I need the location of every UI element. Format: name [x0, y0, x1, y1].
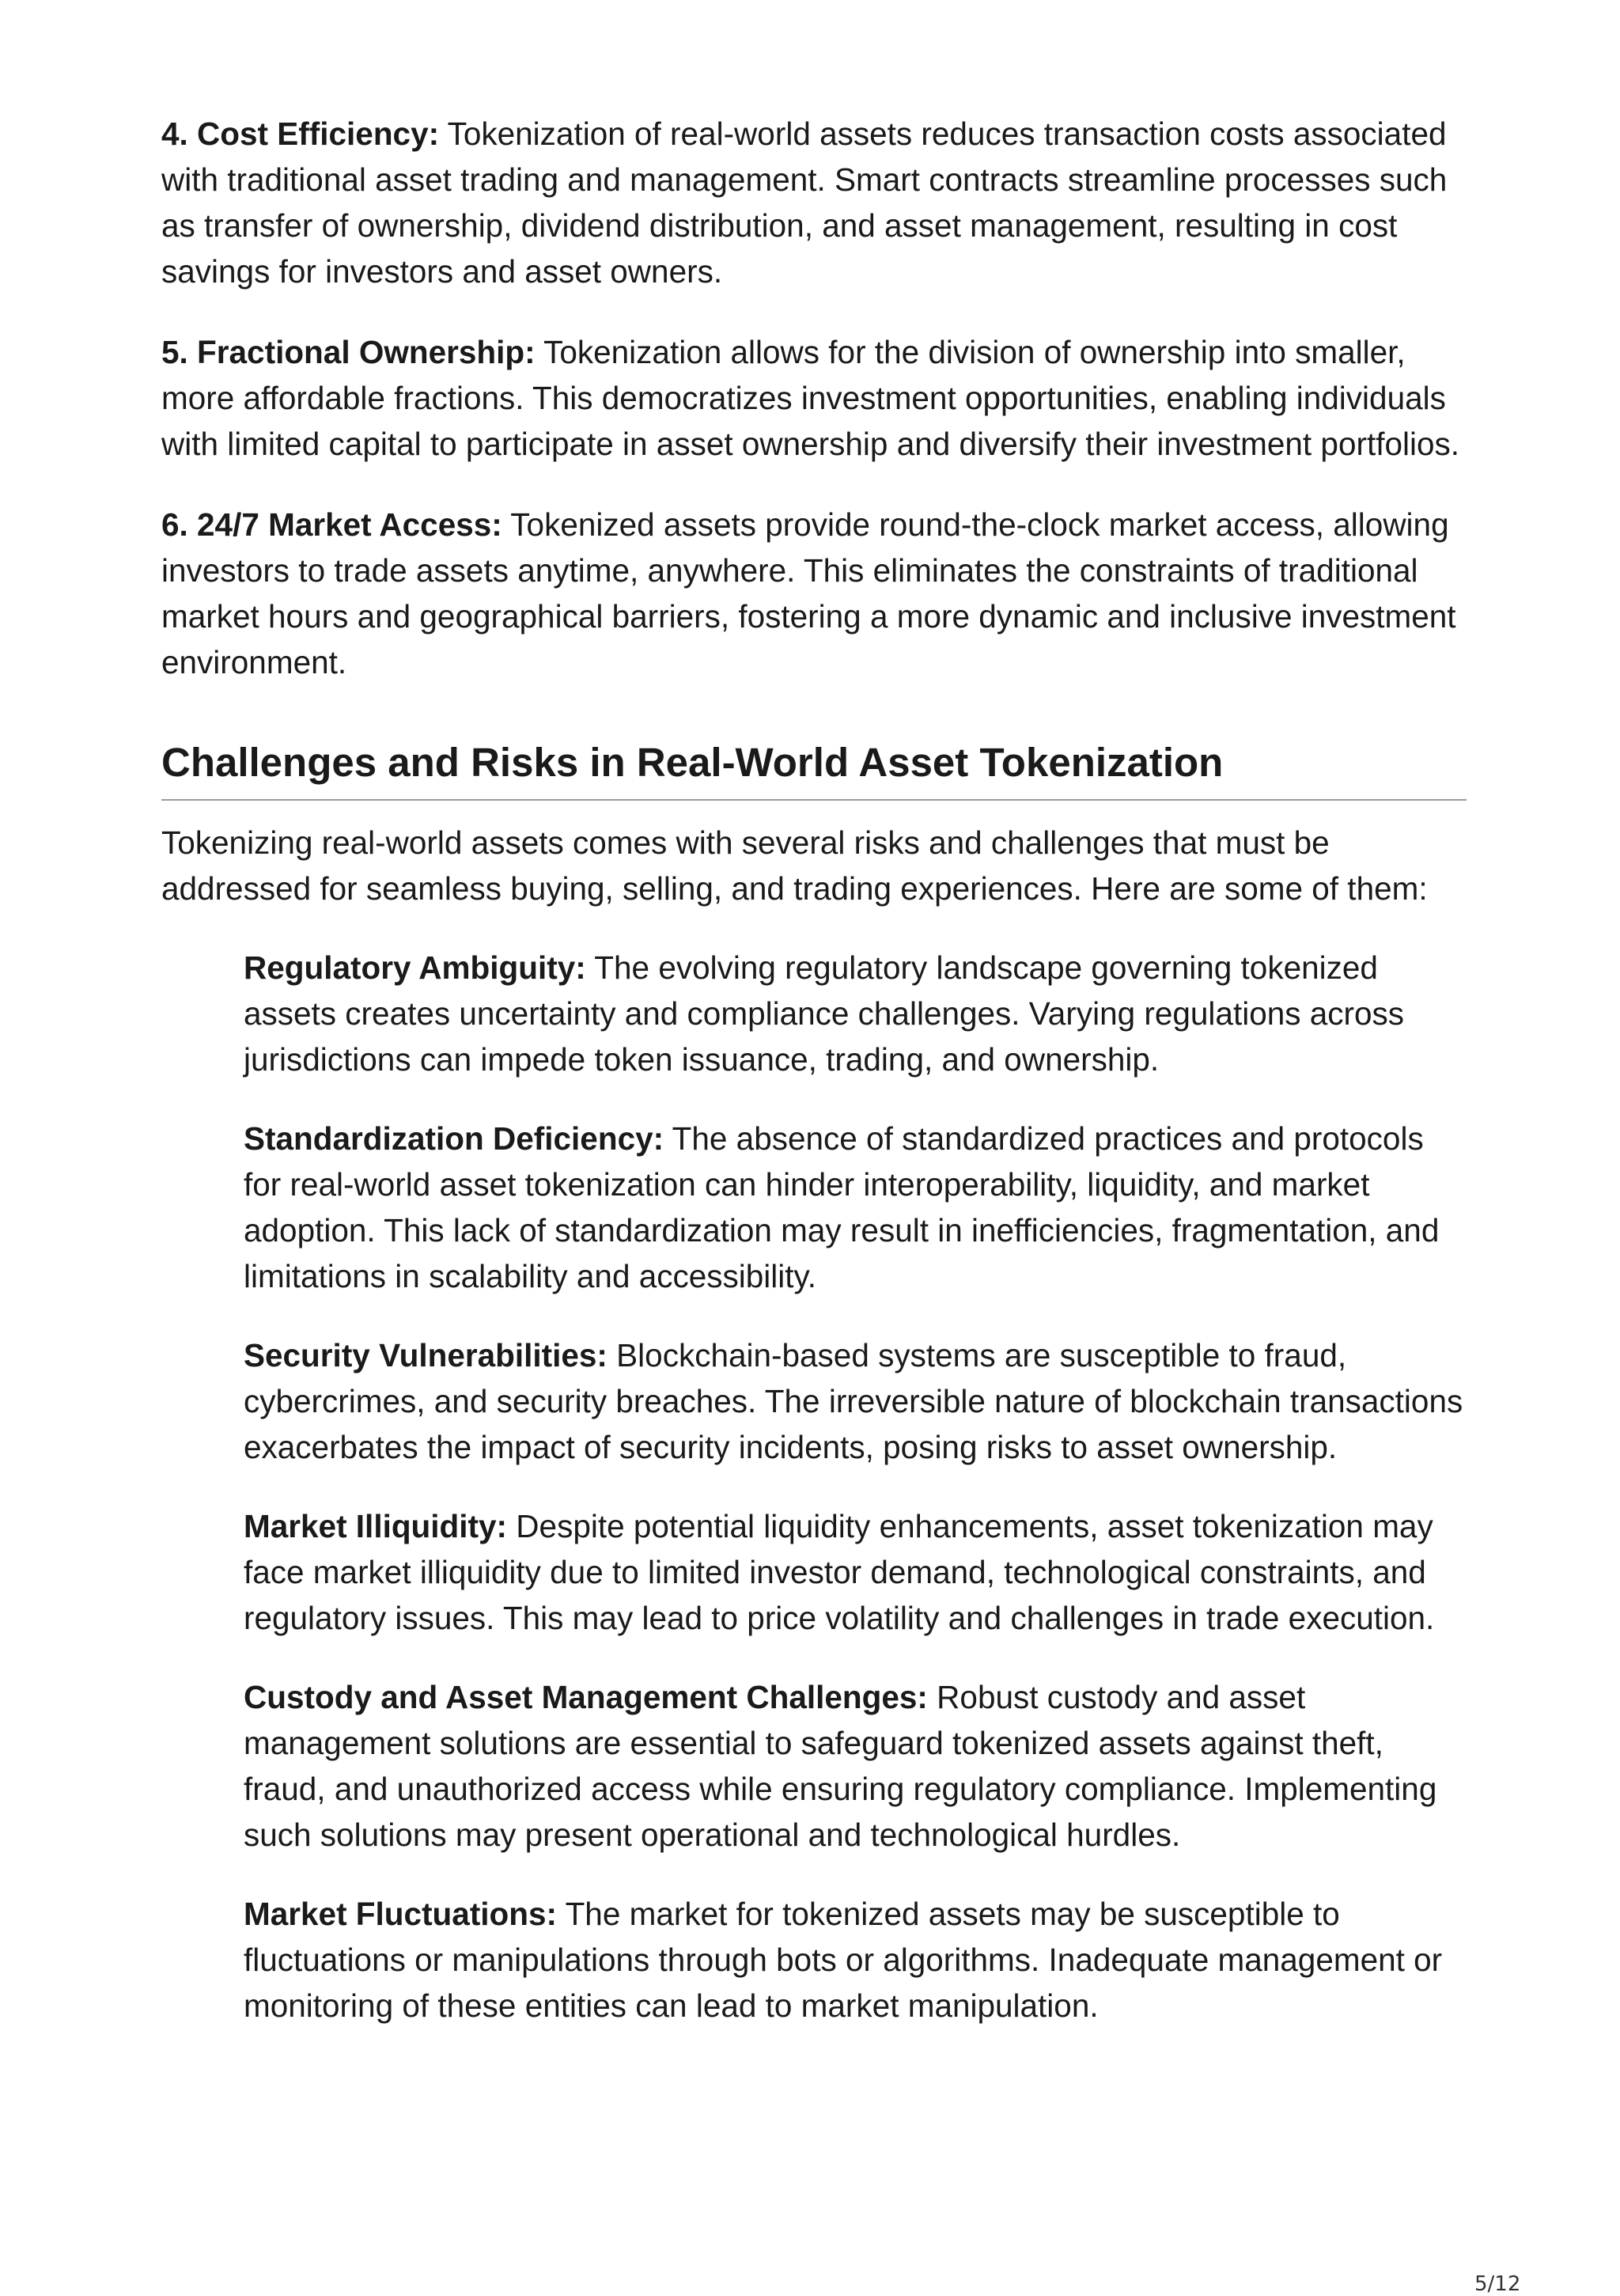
risk-text: Blockchain-based systems are susceptible to fraud, cybercrimes, and security breaches. The irreversible nature of blockchain transactions exacerbates the impact of security incidents, posing risks to asset ownership.: [244, 1337, 1463, 1465]
list-item: [244, 1891, 1467, 2029]
document-page: [161, 111, 1467, 2062]
page-number: 5/12: [1474, 2272, 1521, 2296]
list-item: [244, 1503, 1467, 1641]
list-item: [244, 1674, 1467, 1858]
list-item: [244, 1116, 1467, 1299]
risk-text: The market for tokenized assets may be susceptible to fluctuations or manipulations through bots or algorithms. Inadequate management or monitoring of these entities can lead to market manipulation.: [244, 1896, 1443, 2024]
risk-text: The evolving regulatory landscape governing tokenized assets creates uncertainty and compliance challenges. Varying regulations across jurisdictions can impede token issuance, trading, and ownership.: [244, 949, 1405, 1078]
risk-title: Regulatory Ambiguity:: [244, 949, 586, 986]
risk-title: Security Vulnerabilities:: [244, 1337, 608, 1373]
list-item: [244, 945, 1467, 1082]
benefit-text: Tokenized assets provide round-the-clock market access, allowing investors to trade assets anytime, anywhere. This eliminates the constraints of traditional market hours and geographical barriers, fostering a more dynamic and inclusive investment environment.: [161, 506, 1456, 680]
benefit-text: Tokenization allows for the division of ownership into smaller, more affordable fractions. This democratizes investment opportunities, enabling individuals with limited capital to participate in asset ownership and diversify their investment portfolios.: [161, 334, 1460, 462]
risk-text: Robust custody and asset management solutions are essential to safeguard tokenized assets against theft, fraud, and unauthorized access while ensuring regulatory compliance. Implementing such solutions may present operational and technological hurdles.: [244, 1679, 1437, 1853]
benefit-title: 4. Cost Efficiency:: [161, 116, 440, 152]
benefit-text: Tokenization of real-world assets reduces transaction costs associated with traditional asset trading and management. Smart contracts streamline processes such as transfer of ownership, dividend distribution, and asset management, resulting in cost savings for investors and asset owners.: [161, 116, 1448, 290]
benefit-paragraph-cost-efficiency: [161, 111, 1467, 294]
list-item: [244, 1332, 1467, 1470]
risk-list: [161, 945, 1467, 2029]
risk-text: The absence of standardized practices and protocols for real-world asset tokenization can hinder interoperability, liquidity, and market adoption. This lack of standardization may result in inefficiencies, fragmentation, and limitations in scalability and accessibility.: [244, 1120, 1440, 1294]
benefit-paragraph-market-access: [161, 502, 1467, 685]
benefit-paragraph-fractional-ownership: [161, 329, 1467, 467]
risk-title: Standardization Deficiency:: [244, 1120, 664, 1157]
benefit-title: 6. 24/7 Market Access:: [161, 506, 502, 543]
risk-title: Market Illiquidity:: [244, 1508, 508, 1544]
risk-title: Custody and Asset Management Challenges:: [244, 1679, 928, 1715]
section-heading: Challenges and Risks in Real-World Asset Tokenization: [161, 737, 1467, 801]
benefit-title: 5. Fractional Ownership:: [161, 334, 536, 370]
section-intro: Tokenizing real-world assets comes with several risks and challenges that must be addressed for seamless buying, selling, and trading experiences. Here are some of them:: [161, 824, 1428, 907]
risk-title: Market Fluctuations:: [244, 1896, 558, 1932]
risk-text: Despite potential liquidity enhancements, asset tokenization may face market illiquidity due to limited investor demand, technological constraints, and regulatory issues. This may lead to price volatility and challenges in trade execution.: [244, 1508, 1435, 1636]
